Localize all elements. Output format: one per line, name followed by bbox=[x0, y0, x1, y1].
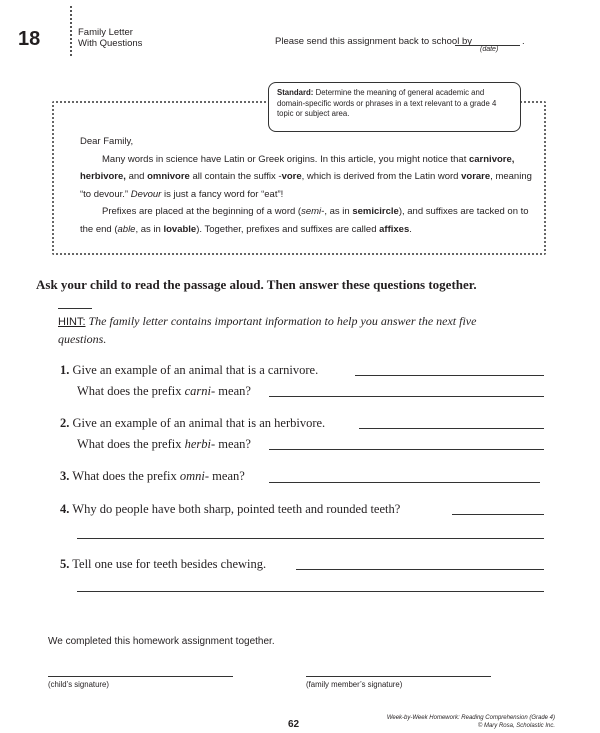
prefix-term: carni- bbox=[184, 384, 216, 398]
credit-copyright: © Mary Rosa, Scholastic Inc. bbox=[477, 723, 555, 729]
question-text: mean? bbox=[215, 384, 251, 398]
text-run: and bbox=[125, 171, 148, 183]
question-text: What does the prefix bbox=[77, 437, 185, 451]
italic-term: semi- bbox=[301, 206, 325, 218]
standard-label: Standard: bbox=[277, 88, 314, 97]
bold-term: lovable bbox=[163, 223, 197, 235]
italic-term: able bbox=[117, 223, 136, 235]
date-label: (date) bbox=[480, 46, 499, 53]
answer-line-5a[interactable] bbox=[296, 569, 544, 570]
question-number: 3. bbox=[60, 469, 70, 483]
question-1 bbox=[60, 363, 318, 378]
question-number: 1. bbox=[60, 363, 70, 377]
question-text: Why do people have both sharp, pointed teeth and rounded teeth? bbox=[69, 502, 401, 516]
text-run: , which is derived from the Latin word bbox=[301, 171, 462, 183]
text-run: Many words in science have Latin or Greek origins. In this article, you might notice that bbox=[102, 153, 469, 165]
hint-label: HINT: bbox=[58, 316, 86, 328]
question-text: mean? bbox=[215, 437, 251, 451]
send-back-period: . bbox=[522, 36, 525, 47]
text-run: is just a fancy word for “eat”! bbox=[161, 188, 284, 200]
letter-paragraph-2 bbox=[80, 203, 535, 238]
italic-term: Devour bbox=[130, 188, 162, 200]
standard-text: Determine the meaning of general academic and domain-specific words or phrases in a text relevant to a grade 4 topic or subject area. bbox=[277, 88, 497, 118]
text-run: , meaning “to devour.” bbox=[80, 171, 532, 200]
question-text: Give an example of an animal that is an herbivore. bbox=[69, 416, 326, 430]
question-number: 2. bbox=[60, 416, 70, 430]
question-4 bbox=[60, 502, 400, 517]
text-run: ), and suffixes are tacked on to the end ( bbox=[80, 206, 529, 235]
question-text: What does the prefix bbox=[77, 384, 185, 398]
footer-page-number: 62 bbox=[288, 719, 300, 730]
answer-line-2a[interactable] bbox=[359, 428, 544, 429]
prefix-term: herbi- bbox=[184, 437, 216, 451]
letter-paragraph-1 bbox=[80, 151, 535, 204]
answer-line-4b[interactable] bbox=[77, 538, 544, 539]
question-2 bbox=[60, 416, 325, 431]
bold-term: affixes bbox=[379, 223, 410, 235]
text-run: . bbox=[409, 223, 412, 235]
answer-line-1b[interactable] bbox=[269, 396, 544, 397]
child-signature-label: (child’s signature) bbox=[48, 680, 109, 689]
question-text: mean? bbox=[209, 469, 245, 483]
text-run: all contain the suffix - bbox=[189, 171, 282, 183]
hint bbox=[58, 313, 508, 348]
bold-term: omnivore bbox=[147, 171, 190, 183]
credit-title: Week-by-Week Homework: Reading Comprehension (Grade 4) bbox=[386, 715, 555, 721]
bold-term: carnivore, herbivore, bbox=[80, 153, 515, 183]
question-2-sub bbox=[77, 437, 251, 452]
question-number: 4. bbox=[60, 502, 70, 516]
family-signature-label: (family member’s signature) bbox=[306, 680, 403, 689]
child-signature-line[interactable] bbox=[48, 676, 233, 677]
question-text: Tell one use for teeth besides chewing. bbox=[69, 557, 267, 571]
bold-term: vore bbox=[281, 171, 302, 183]
text-run: ). Together, prefixes and suffixes are called bbox=[196, 223, 380, 235]
text-run: Prefixes are placed at the beginning of a word ( bbox=[102, 206, 302, 218]
instructions-heading: Ask your child to read the passage aloud. Then answer these questions together. bbox=[36, 277, 477, 292]
send-back-instruction: Please send this assignment back to school by bbox=[275, 36, 472, 47]
question-text: Give an example of an animal that is a carnivore. bbox=[69, 363, 319, 377]
question-3 bbox=[60, 469, 245, 484]
text-run: , as in bbox=[324, 206, 353, 218]
hint-rule bbox=[58, 308, 92, 309]
answer-line-1a[interactable] bbox=[355, 375, 544, 376]
completion-statement: We completed this homework assignment together. bbox=[48, 636, 275, 647]
question-1-sub bbox=[77, 384, 251, 399]
title-line-2: With Questions bbox=[78, 38, 143, 49]
question-number: 5. bbox=[60, 557, 70, 571]
hint-text: The family letter contains important information to help you answer the next five questions. bbox=[58, 314, 477, 346]
prefix-term: omni- bbox=[179, 469, 210, 483]
bold-term: semicircle bbox=[352, 206, 399, 218]
answer-line-5b[interactable] bbox=[77, 591, 544, 592]
text-run: , as in bbox=[135, 223, 164, 235]
answer-line-4a[interactable] bbox=[452, 514, 544, 515]
family-signature-line[interactable] bbox=[306, 676, 491, 677]
header-divider bbox=[70, 6, 72, 56]
title-line-1: Family Letter bbox=[78, 27, 133, 38]
standard-box bbox=[268, 82, 521, 132]
credit-line bbox=[300, 714, 555, 730]
page-number: 18 bbox=[18, 28, 41, 50]
family-letter bbox=[80, 133, 535, 239]
letter-greeting: Dear Family, bbox=[80, 136, 134, 147]
answer-line-2b[interactable] bbox=[269, 449, 544, 450]
bold-term: vorare bbox=[461, 171, 491, 183]
worksheet-title bbox=[78, 27, 142, 49]
answer-line-3[interactable] bbox=[269, 482, 540, 483]
question-5 bbox=[60, 557, 266, 572]
question-text: What does the prefix bbox=[69, 469, 180, 483]
